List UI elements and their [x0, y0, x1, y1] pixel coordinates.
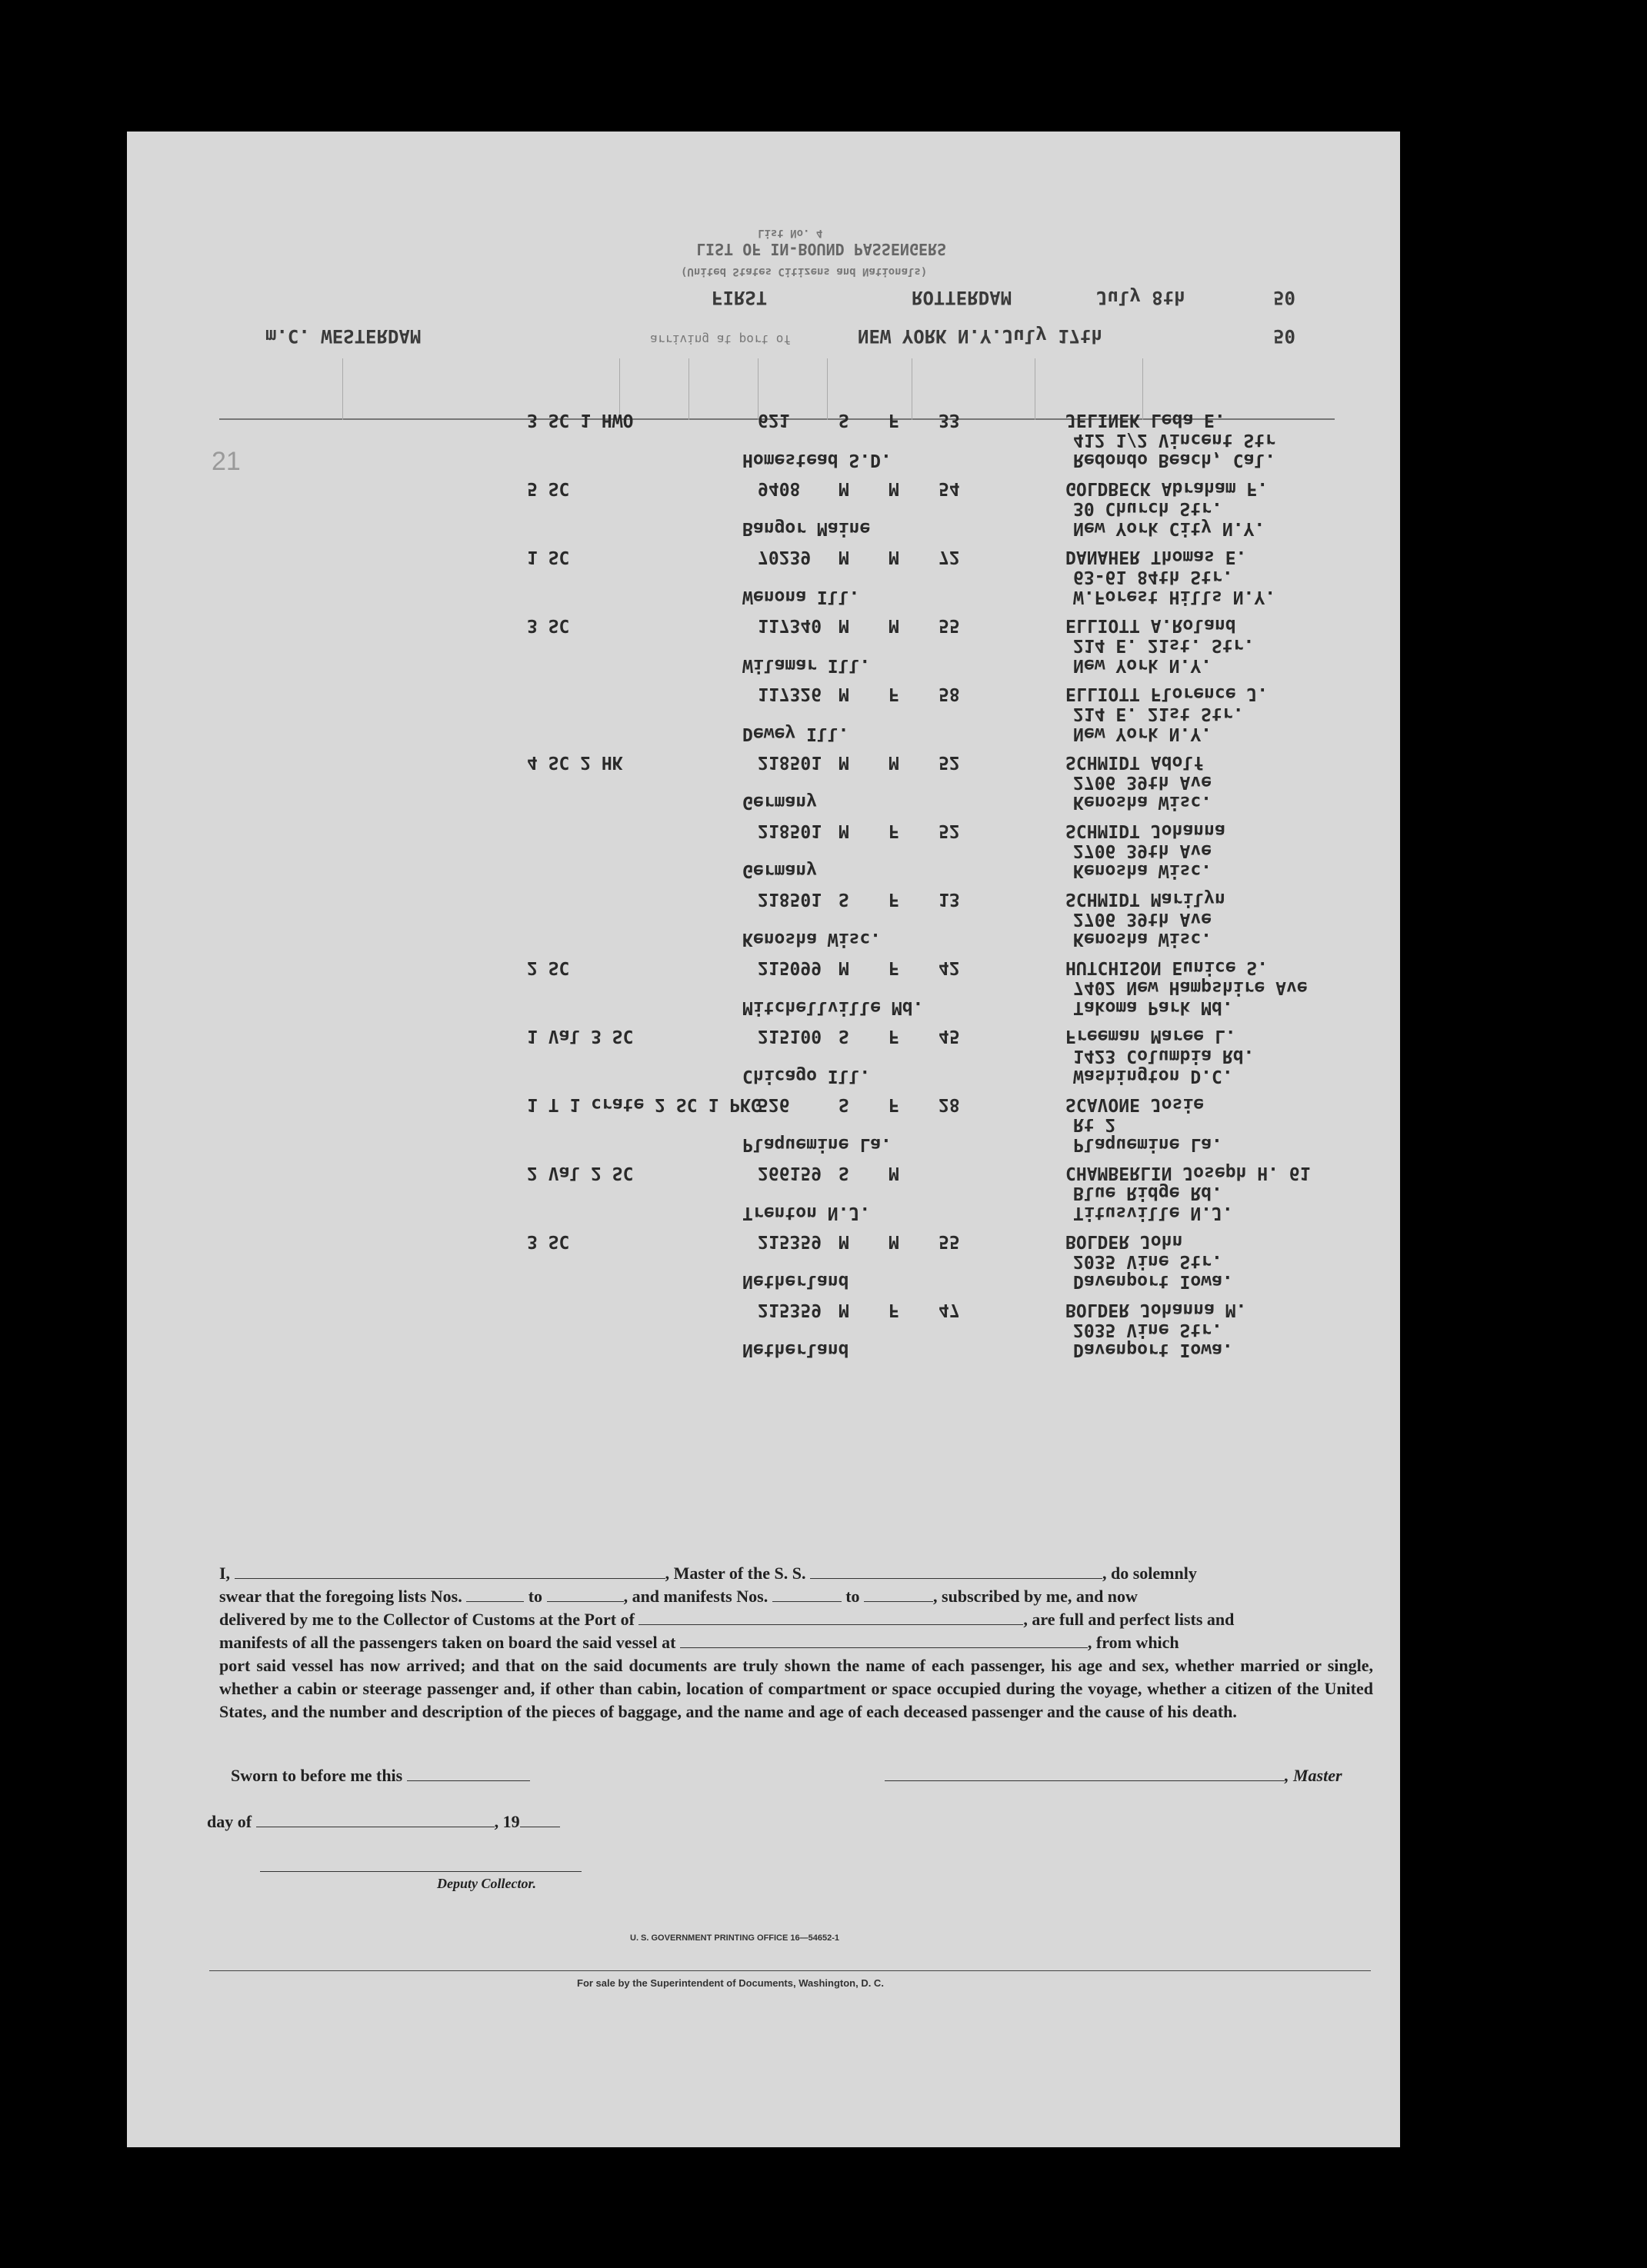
passenger-baggage: 2 SC [527, 957, 570, 977]
passenger-name: SCHMIDT Adolf [1065, 752, 1205, 772]
punch-hole [1422, 1939, 1455, 1973]
passenger-certificate: 218501 [758, 752, 822, 772]
passenger-address-line: 214 E. 21st Str. [1073, 704, 1244, 724]
oath-full-perfect: , are full and perfect lists and [1023, 1610, 1235, 1629]
passenger-birthplace: Trenton N.J. [742, 1203, 871, 1223]
arrival-info: NEW YORK N.Y.July 17th [858, 325, 1102, 347]
oath-master-of: , Master of the S. S. [665, 1564, 806, 1583]
passenger-marital-status: M [839, 1231, 849, 1251]
passenger-marital-status: M [839, 752, 849, 772]
passenger-address-line: Takoma Park Md. [1073, 997, 1233, 1017]
passenger-birthplace: Homestead S.D. [742, 450, 892, 470]
passenger-address-line: 2706 39th Ave [1073, 909, 1212, 929]
passenger-sex: F [889, 889, 899, 909]
oath-to-2: to [845, 1587, 860, 1606]
day-of-label: day of [207, 1812, 252, 1831]
passenger-marital-status: M [839, 821, 849, 841]
passenger-name: JELINEK Leda E. [1065, 410, 1225, 430]
arriving-at-label: arriving at port of [650, 332, 792, 347]
passenger-birthplace: Bangor Maine [742, 518, 871, 538]
passenger-birthplace: Chicago Ill. [742, 1066, 871, 1086]
punch-hole [1422, 1600, 1455, 1634]
column-rule [342, 358, 343, 420]
punch-hole [1422, 2054, 1455, 2088]
manifest-page [127, 132, 1400, 2147]
master-signature-label: , Master [1285, 1766, 1342, 1785]
list-subtitle: (United States Citizens and Nationals) [681, 265, 928, 278]
passenger-certificate: 621 [758, 410, 790, 430]
passenger-age: 42 [939, 957, 960, 977]
passenger-address-line: New York N.Y. [1073, 655, 1212, 675]
passenger-marital-status: S [839, 1094, 849, 1114]
list-from-field[interactable] [466, 1601, 524, 1602]
passenger-certificate: 266159 [758, 1163, 822, 1183]
passenger-birthplace: Wilamar Ill. [742, 655, 871, 675]
passenger-age: 72 [939, 547, 960, 567]
master-signature-field[interactable] [885, 1780, 1285, 1781]
oath-body: port said vessel has now arrived; and that on the said documents are truly shown the name of each passenger, his age and sex, whether married or single, whether a cabin or steerage passenger and, if other than cabin, location of compartment or space occupied during the voyage, whether a citizen of the United States, and the number and description of the pieces of baggage, and the name and age of each deceased passenger and the cause of his death. [219, 1656, 1373, 1721]
passenger-birthplace: Netherland [742, 1340, 849, 1360]
oath-manifests-all: manifests of all the passengers taken on board the said vessel at [219, 1633, 676, 1652]
passenger-marital-status: M [839, 478, 849, 498]
passenger-name: SCHMIDT Johanna [1065, 821, 1225, 841]
passenger-certificate: 218501 [758, 821, 822, 841]
passenger-birthplace: Kenosha Wisc. [742, 929, 882, 949]
passenger-address-line: New York N.Y. [1073, 724, 1212, 744]
passenger-name: ELLIOTT Florence J. [1065, 684, 1269, 704]
passenger-address-line: Plaquemine La. [1073, 1134, 1222, 1154]
class-label: FIRST [712, 287, 768, 308]
oath-subscribed: , subscribed by me, and now [933, 1587, 1138, 1606]
passenger-age: 52 [939, 821, 960, 841]
punch-hole [1422, 1716, 1455, 1750]
passenger-sex: M [889, 1163, 899, 1183]
boarding-port-field[interactable] [680, 1647, 1088, 1648]
passenger-baggage: 5 SC [527, 478, 570, 498]
typed-manifest [219, 193, 1335, 1470]
passenger-certificate: 215359 [758, 1300, 822, 1320]
passenger-marital-status: M [839, 547, 849, 567]
passenger-address-line: Washington D.C. [1073, 1066, 1233, 1086]
passenger-address-line: 2035 Vine Str. [1073, 1320, 1222, 1340]
column-rule [827, 358, 828, 420]
passenger-sex: F [889, 821, 899, 841]
passenger-baggage: 1 SC [527, 547, 570, 567]
deputy-collector-label: Deputy Collector. [437, 1876, 536, 1891]
passenger-certificate: 526 [758, 1094, 790, 1114]
passenger-certificate: 218501 [758, 889, 822, 909]
passenger-address-line: Kenosha Wisc. [1073, 792, 1212, 812]
oath-i: I, [219, 1564, 231, 1583]
passenger-sex: M [889, 615, 899, 635]
passenger-address-line: 2706 39th Ave [1073, 772, 1212, 792]
oath-and-manifests: , and manifests Nos. [623, 1587, 768, 1606]
list-title: LIST OF IN-BOUND PASSENGERS [696, 240, 947, 258]
passenger-address-line: 1423 Columbia Rd. [1073, 1046, 1255, 1066]
passenger-address-line: New York City N.Y. [1073, 518, 1265, 538]
passenger-birthplace: Dewey Ill. [742, 724, 849, 744]
passenger-address-line: Kenosha Wisc. [1073, 861, 1212, 881]
passenger-name: SCHMIDT Marilyn [1065, 889, 1225, 909]
passenger-baggage: 1 T 1 crate 2 SC 1 PKG [527, 1094, 762, 1114]
manifest-to-field[interactable] [864, 1601, 933, 1602]
passenger-sex: F [889, 410, 899, 430]
passenger-name: BOLDER Johanna M. [1065, 1300, 1247, 1320]
oath-paragraph [219, 1562, 1373, 1723]
oath-to-1: to [528, 1587, 543, 1606]
master-name-field[interactable] [235, 1578, 665, 1579]
passenger-name: Freeman Maree L. [1065, 1026, 1236, 1046]
passenger-address-line: 214 E. 21st. Str. [1073, 635, 1255, 655]
column-rule [688, 358, 689, 420]
arrival-year: 50 [1273, 325, 1295, 347]
punch-hole [1422, 1485, 1455, 1519]
passenger-name: BOLDER John [1065, 1231, 1183, 1251]
passenger-sex: M [889, 1231, 899, 1251]
deputy-signature-field[interactable] [260, 1871, 582, 1872]
passenger-birthplace: Wenona Ill. [742, 587, 860, 607]
punch-hole [1422, 182, 1455, 216]
passenger-age: 45 [939, 1026, 960, 1046]
punch-hole [1422, 1127, 1455, 1161]
day-of-line [207, 1812, 560, 1832]
sworn-label: Sworn to before me this [231, 1766, 403, 1785]
sworn-line [231, 1766, 530, 1786]
gpo-imprint: U. S. GOVERNMENT PRINTING OFFICE 16—54652-1 [630, 1933, 840, 1943]
sworn-date-field[interactable] [407, 1780, 530, 1781]
passenger-address-line: W.Forest Hills N.Y. [1073, 587, 1276, 607]
ship-name-field[interactable] [810, 1578, 1102, 1579]
passenger-marital-status: S [839, 1163, 849, 1183]
passenger-certificate: 215359 [758, 1231, 822, 1251]
passenger-marital-status: S [839, 1026, 849, 1046]
passenger-address-line: Rt 2 [1073, 1114, 1116, 1134]
passenger-sex: M [889, 478, 899, 498]
passenger-marital-status: M [839, 957, 849, 977]
margin-stamp: 21 [212, 447, 241, 476]
passenger-address-line: 2035 Vine Str. [1073, 1251, 1222, 1271]
passenger-baggage: 3 SC 1 HWO [527, 410, 634, 430]
passenger-certificate: 70239 [758, 547, 812, 567]
passenger-marital-status: M [839, 1300, 849, 1320]
passenger-name: HUTCHISON Eunice S. [1065, 957, 1269, 977]
footer-rule [209, 1970, 1371, 1971]
passenger-address-line: 7402 New Hampshire Ave [1073, 977, 1308, 997]
sale-notice: For sale by the Superintendent of Documents, Washington, D. C. [577, 1977, 884, 1989]
passenger-name: ELLIOTT A.Roland [1065, 615, 1236, 635]
oath-delivered: delivered by me to the Collector of Customs at the Port of [219, 1610, 635, 1629]
passenger-certificate: 9408 [758, 478, 801, 498]
passenger-name: DANAHER Thomas E. [1065, 547, 1247, 567]
passenger-baggage: 3 SC [527, 1231, 570, 1251]
passenger-sex: M [889, 752, 899, 772]
passenger-address-line: 412 1/2 Vincent Str [1073, 430, 1276, 450]
year-prefix: , 19 [494, 1812, 520, 1831]
master-signature-line [885, 1766, 1342, 1786]
punch-hole [1422, 793, 1455, 827]
passenger-baggage: 3 SC [527, 615, 570, 635]
passenger-birthplace: Germany [742, 861, 817, 881]
punch-hole [1422, 668, 1455, 701]
passenger-age: 52 [939, 752, 960, 772]
passenger-address-line: Kenosha Wisc. [1073, 929, 1212, 949]
passenger-age: 13 [939, 889, 960, 909]
passenger-birthplace: Plaquemine La. [742, 1134, 892, 1154]
passenger-marital-status: M [839, 684, 849, 704]
passenger-birthplace: Netherland [742, 1271, 849, 1291]
passenger-certificate: 215099 [758, 957, 822, 977]
passenger-address-line: Redondo Beach, Cal. [1073, 450, 1276, 470]
passenger-birthplace: Mitchellville Md. [742, 997, 924, 1017]
passenger-certificate: 117340 [758, 615, 822, 635]
passenger-name: SCAVONE Josie [1065, 1094, 1205, 1114]
departure-date: July 8th [1096, 287, 1185, 308]
oath-solemnly: , do solemnly [1102, 1564, 1197, 1583]
passenger-age: 54 [939, 478, 960, 498]
passenger-certificate: 215100 [758, 1026, 822, 1046]
passenger-age: 28 [939, 1094, 960, 1114]
vessel-name: m.C. WESTERDAM [265, 325, 422, 347]
passenger-address-line: Davenport Iowa. [1073, 1340, 1233, 1360]
passenger-sex: F [889, 684, 899, 704]
passenger-name: GOLDBECK Abraham F. [1065, 478, 1269, 498]
passenger-marital-status: M [839, 615, 849, 635]
passenger-age: 58 [939, 684, 960, 704]
passenger-marital-status: S [839, 410, 849, 430]
port-field[interactable] [638, 1624, 1023, 1625]
oath-from-which: , from which [1087, 1633, 1179, 1652]
manifest-from-field[interactable] [772, 1601, 842, 1602]
passenger-birthplace: Germany [742, 792, 817, 812]
passenger-age: 55 [939, 615, 960, 635]
passenger-age: 47 [939, 1300, 960, 1320]
list-to-field[interactable] [547, 1601, 624, 1602]
passenger-address-line: Titusville N.J. [1073, 1203, 1233, 1223]
passenger-marital-status: S [839, 889, 849, 909]
departure-year: 50 [1273, 287, 1295, 308]
departure-port: ROTTERDAM [912, 287, 1012, 308]
passenger-baggage: 2 Val 2 SC [527, 1163, 634, 1183]
passenger-name: CHAMBERLIN Joseph H. 61 [1065, 1163, 1311, 1183]
passenger-sex: F [889, 957, 899, 977]
list-number: List No. 4 [758, 227, 823, 239]
passenger-address-line: Davenport Iowa. [1073, 1271, 1233, 1291]
passenger-baggage: 4 SC 2 HK [527, 752, 623, 772]
passenger-address-line: Blue Ridge Rd. [1073, 1183, 1222, 1203]
oath-swear: swear that the foregoing lists Nos. [219, 1587, 462, 1606]
passenger-baggage: 1 Val 3 SC [527, 1026, 634, 1046]
passenger-age: 33 [939, 410, 960, 430]
passenger-sex: M [889, 547, 899, 567]
passenger-address-line: 63-61 84th Str. [1073, 567, 1233, 587]
passenger-address-line: 30 Church Str. [1073, 498, 1222, 518]
passenger-sex: F [889, 1300, 899, 1320]
passenger-sex: F [889, 1094, 899, 1114]
passenger-certificate: 117326 [758, 684, 822, 704]
passenger-sex: F [889, 1026, 899, 1046]
punch-hole [1435, 321, 1469, 355]
passenger-age: 55 [939, 1231, 960, 1251]
passenger-address-line: 2706 39th Ave [1073, 841, 1212, 861]
